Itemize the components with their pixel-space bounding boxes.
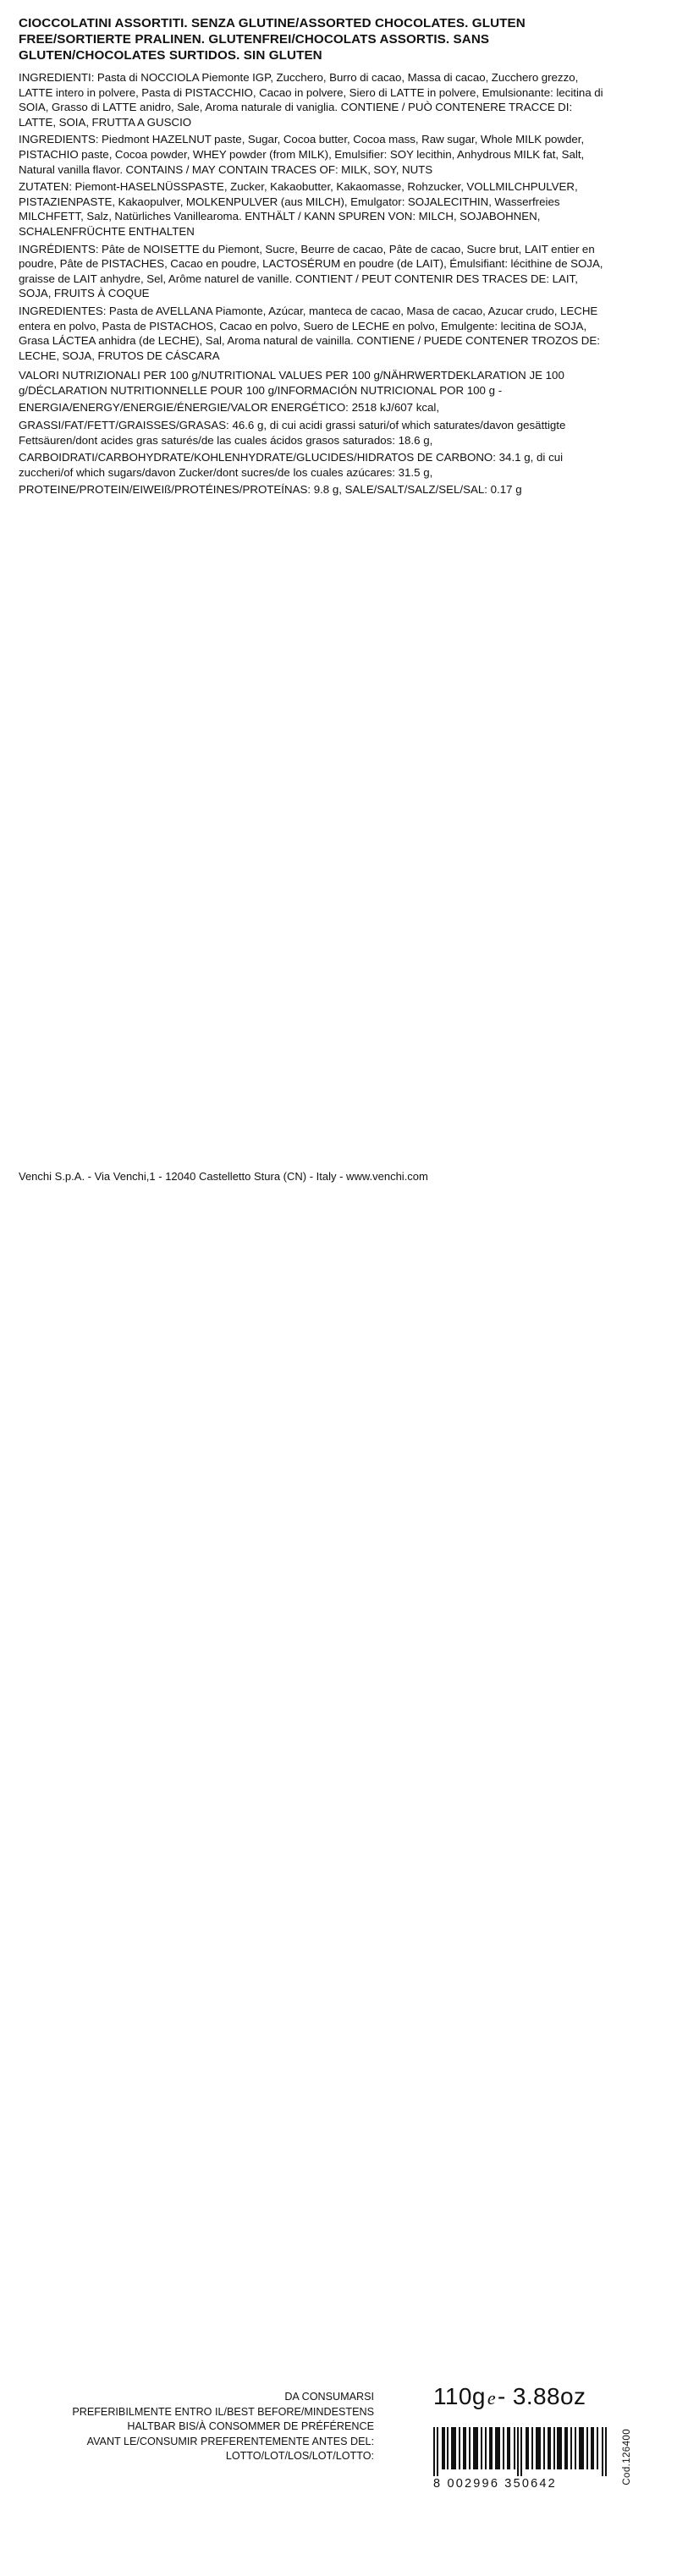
ingredients-german: ZUTATEN: Piemont-HASELNÜSSPASTE, Zucker, Kakaobutter, Kakaomasse, Rohzucker, VOLLMILCHPULVER, PISTAZIENPASTE, Kakaopulver, MOLKENPULVER (aus MILCH), Emulgator: SOJALECITHIN, Wasserfreies MILCHFETT, Salz, Natürliches Vanillearoma. ENTHÄLT / KANN SPUREN VON: MILCH, SOJABOHNEN, SCHALENFRÜCHTE ENTHALTEN [19,180,578,238]
company-address: Venchi S.p.A. - Via Venchi,1 - 12040 Castelletto Stura (CN) - Italy - www.venchi.com [19,1170,428,1183]
best-before-line: DA CONSUMARSI [284,2391,374,2403]
nutrition-carbohydrate: CARBOIDRATI/CARBOHYDRATE/KOHLENHYDRATE/GLUCIDES/HIDRATOS DE CARBONO: 34.1 g, di cui zuccheri/of which sugars/davon Zucker/dont sucres/de los cuales azúcares: 31.5 g, [19,451,564,479]
page-title: CIOCCOLATINI ASSORTITI. SENZA GLUTINE/ASSORTED CHOCOLATES. GLUTEN FREE/SORTIERTE PRALINEN. GLUTENFREI/CHOCOLATS ASSORTIS. SANS GLUTEN/CHOCOLATES SURTIDOS. SIN GLUTEN [19,16,526,63]
nutrition-block [19,368,611,497]
best-before-block [19,2390,374,2464]
product-code: Cod.126400 [622,2429,632,2485]
nutrition-heading: VALORI NUTRIZIONALI PER 100 g/NUTRITIONAL VALUES PER 100 g/NÄHRWERTDEKLARATION JE 100 g/DÉCLARATION NUTRITIONNELLE POUR 100 g/INFORMACIÓN NUTRICIONAL POR 100 g - [19,369,564,397]
net-weight [433,2383,662,2410]
net-weight-area [433,2383,662,2410]
ingredients-spanish: INGREDIENTES: Pasta de AVELLANA Piamonte, Azúcar, manteca de cacao, Masa de cacao, Azucar crudo, LECHE entera en polvo, Pasta de PISTACHOS, Cacao en polvo, Suero de LECHE en polvo, Emulgente: lecitina de SOJA, Grasa LÁCTEA anhidra (de LECHE), Sal, Aroma natural de vainilla. CONTIENE / PUEDE CONTENER TROZOS DE: LECHE, SOJA, FRUTOS DE CÁSCARA [19,304,600,362]
best-before-line: AVANT LE/CONSUMIR PREFERENTEMENTE ANTES DEL: [86,2435,374,2447]
ingredients-english: INGREDIENTS: Piedmont HAZELNUT paste, Sugar, Cocoa butter, Cocoa mass, Raw sugar, Whole MILK powder, PISTACHIO paste, Cocoa powder, WHEY powder (from MILK), Emulsifier: SOY lecithin, Anhydrous MILK fat, Salt, Natural vanilla flavor. CONTAINS / MAY CONTAIN TRACES OF: MILK, SOY, NUTS [19,133,585,176]
estimated-sign-icon: e [487,2387,496,2408]
net-weight-grams: 110g [433,2383,486,2409]
weight-separator: - [497,2383,506,2409]
best-before-line: PREFERIBILMENTE ENTRO IL/BEST BEFORE/MINDESTENS [72,2405,374,2418]
barcode-digits: 8 002996 350642 [433,2477,557,2491]
label-text-block [19,15,611,500]
best-before-line: HALTBAR BIS/À CONSOMMER DE PRÉFÉRENCE [127,2420,374,2433]
barcode-area [433,2427,636,2491]
footer-lower [19,2383,658,2576]
ingredients-italian: INGREDIENTI: Pasta di NOCCIOLA Piemonte IGP, Zucchero, Burro di cacao, Massa di cacao, Zucchero grezzo, LATTE intero in polvere, Pasta di PISTACCHIO, Cacao in polvere, Siero di LATTE in polvere, Emulsionante: lecitina di SOIA, Grasso di LATTE anidro, Sale, Aroma naturale di vaniglia. CONTIENE / PUÒ CONTENERE TRACCE DI: LATTE, SOIA, FRUTTA A GUSCIO [19,71,603,129]
lot-line: LOTTO/LOT/LOS/LOT/LOTTO: [225,2450,374,2463]
nutrition-protein-salt: PROTEINE/PROTEIN/EIWEIß/PROTÉINES/PROTEÍNAS: 9.8 g, SALE/SALT/SALZ/SEL/SAL: 0.17 g [19,483,522,497]
footer [19,1169,658,2491]
barcode-icon [433,2427,632,2491]
nutrition-fat: GRASSI/FAT/FETT/GRAISSES/GRASAS: 46.6 g, di cui acidi grassi saturi/of which saturates/davon gesättigte Fettsäuren/dont acides gras saturés/de las cuales ácidos grasos saturados: 18.6 g, [19,419,566,447]
nutrition-energy: ENERGIA/ENERGY/ENERGIE/ÉNERGIE/VALOR ENERGÉTICO: 2518 kJ/607 kcal, [19,401,440,415]
net-weight-ounces: 3.88oz [512,2383,586,2409]
ingredients-french: INGRÉDIENTS: Pâte de NOISETTE du Piemont, Sucre, Beurre de cacao, Pâte de cacao, Sucre brut, LAIT entier en poudre, Pâte de PISTACHES, Cacao en poudre, LACTOSÉRUM en poudre (de LAIT), Émulsifiant: lécithine de SOJA, graisse de LAIT anhydre, Sel, Arôme naturel de vanille. CONTIENT / PEUT CONTENIR DES TRACES DE: LAIT, SOJA, FRUITS À COQUE [19,242,603,300]
